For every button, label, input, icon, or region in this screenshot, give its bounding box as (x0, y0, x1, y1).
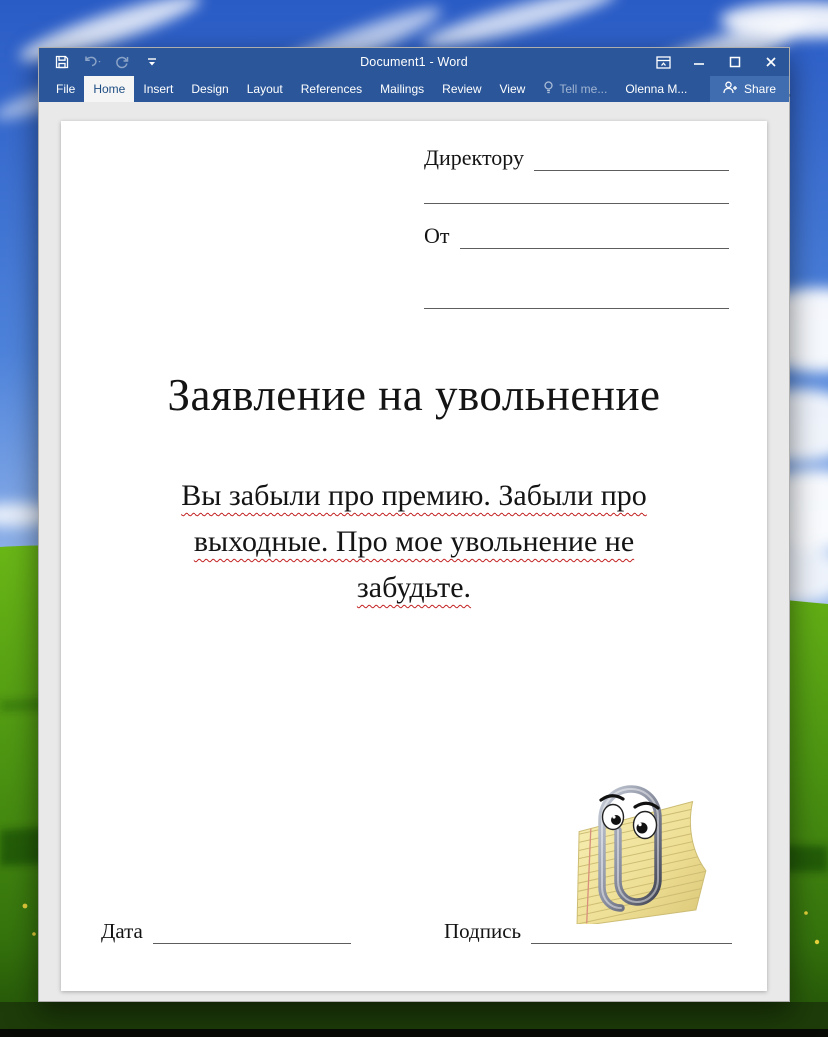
tab-home[interactable]: Home (84, 76, 134, 102)
tell-me-label: Tell me... (559, 82, 608, 96)
sender-row (424, 223, 729, 249)
share-label: Share (743, 82, 776, 96)
body-line-2: выходные. Про мое увольнение не (193, 525, 635, 558)
ribbon-tab-bar (39, 76, 789, 102)
document-page[interactable] (61, 121, 767, 991)
date-blank-line (153, 919, 351, 944)
addressee-label: Директору (424, 145, 524, 170)
undo-icon[interactable] (79, 50, 105, 74)
body-line-3: забудьте. (356, 571, 472, 604)
tell-me-box[interactable] (534, 76, 616, 102)
tab-review[interactable]: Review (442, 82, 482, 96)
addressee-blank-line-2 (424, 203, 729, 204)
account-name[interactable]: Olenna M... (625, 82, 688, 96)
close-icon[interactable] (753, 48, 789, 76)
signature-blank-line (531, 919, 732, 944)
tab-view[interactable]: View (499, 82, 526, 96)
redo-icon[interactable] (109, 50, 135, 74)
maximize-icon[interactable] (717, 48, 753, 76)
tab-mailings[interactable]: Mailings (380, 82, 425, 96)
addressee-blank-line (534, 145, 729, 171)
ribbon-display-options-icon[interactable] (645, 48, 681, 76)
minimize-icon[interactable] (681, 48, 717, 76)
tab-layout[interactable]: Layout (246, 82, 283, 96)
date-label: Дата (101, 919, 143, 943)
lightbulb-icon (543, 81, 554, 98)
letter-body (119, 473, 709, 611)
signature-label: Подпись (444, 919, 522, 943)
clippy-assistant-image[interactable] (551, 766, 719, 924)
titlebar (39, 48, 789, 76)
sender-blank-line-2 (424, 308, 729, 309)
date-row (101, 919, 351, 944)
quick-access-toolbar (39, 50, 165, 74)
sender-blank-line (460, 223, 729, 249)
share-button[interactable] (710, 76, 789, 102)
tab-file[interactable]: File (56, 82, 76, 96)
tab-references[interactable]: References (300, 82, 363, 96)
tab-design[interactable]: Design (191, 82, 229, 96)
share-person-icon (723, 81, 738, 97)
window-controls (645, 48, 789, 76)
word-window (38, 47, 790, 1002)
tab-insert[interactable]: Insert (143, 82, 174, 96)
window-title: Document1 - Word (360, 55, 468, 69)
address-block (424, 145, 729, 315)
save-icon[interactable] (49, 50, 75, 74)
sender-label: От (424, 223, 450, 248)
letter-title: Заявление на увольнение (167, 370, 661, 420)
customize-quick-access-icon[interactable] (139, 50, 165, 74)
body-line-1: Вы забыли про премию. Забыли про (181, 479, 647, 512)
addressee-row (424, 145, 729, 171)
document-area (39, 102, 789, 1001)
signature-row (444, 919, 732, 944)
